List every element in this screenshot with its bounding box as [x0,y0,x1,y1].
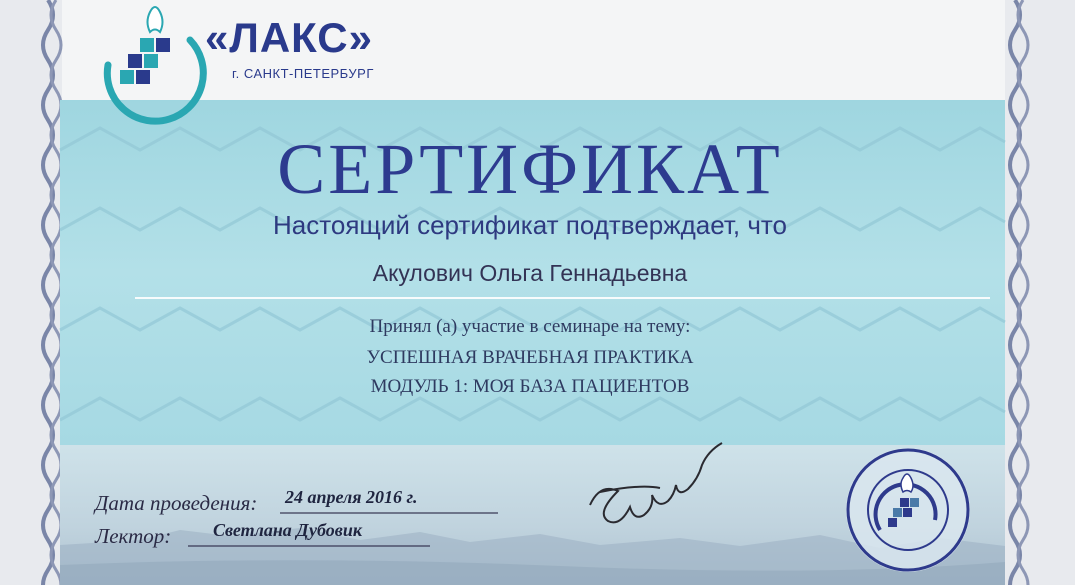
org-name: «ЛАКС» [205,14,373,61]
org-city: г. САНКТ-ПЕТЕРБУРГ [232,66,374,81]
seminar-intro: Принял (а) участие в семинаре на тему: [369,316,691,337]
seminar-topic-line1: УСПЕШНАЯ ВРАЧЕБНАЯ ПРАКТИКА [366,347,694,368]
lecturer-label: Лектор: [95,524,172,548]
seminar-topic-line2: МОДУЛЬ 1: МОЯ БАЗА ПАЦИЕНТОВ [370,376,690,397]
recipient-name: Акулович Ольга Геннадьевна [372,260,688,286]
certificate-title: СЕРТИФИКАТ [277,129,783,209]
date-label: Дата проведения: [95,491,258,515]
certificate-subtitle: Настоящий сертификат подтверждает, что [273,210,787,240]
date-value: 24 апреля 2016 г. [285,487,418,507]
lecturer-value: Светлана Дубовик [213,520,362,540]
round-stamp [846,448,970,572]
